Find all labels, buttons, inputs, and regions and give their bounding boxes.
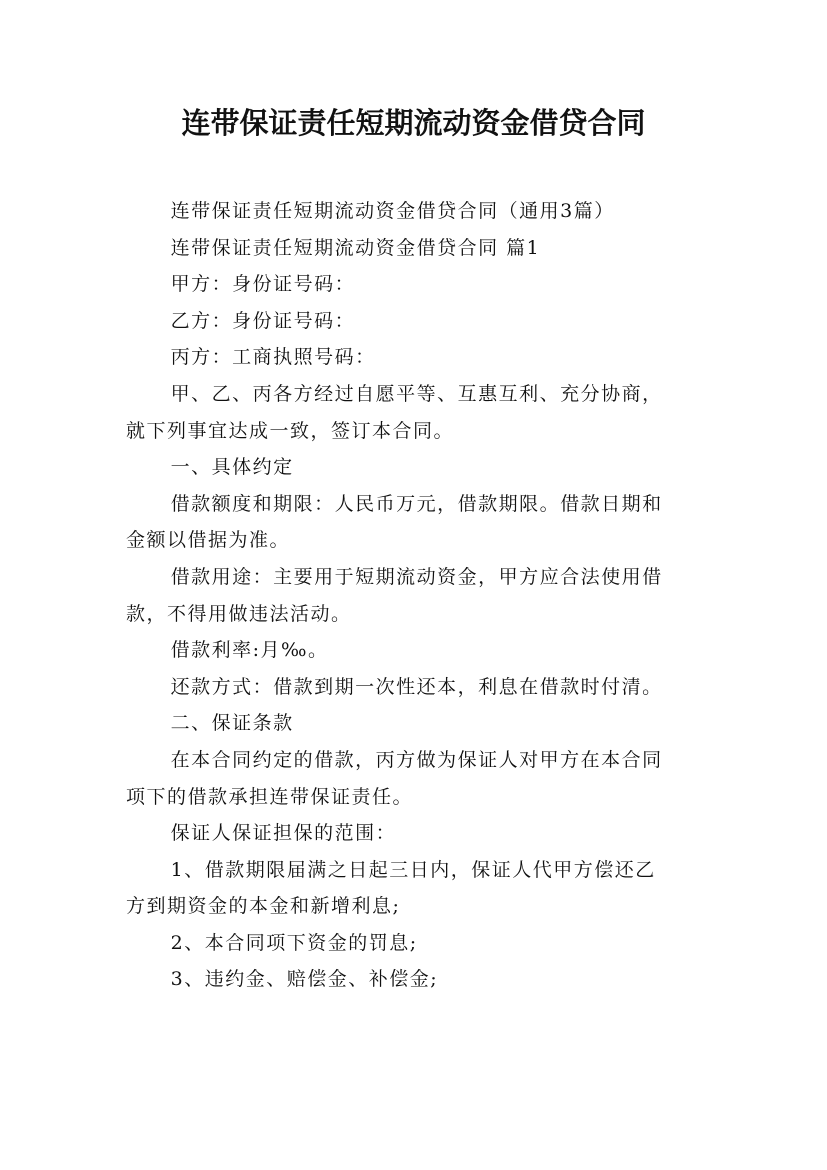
paragraph-loan-purpose: 借款用途：主要用于短期流动资金，甲方应合法使用借 款，不得用做违法活动。 (126, 565, 663, 625)
paragraph-agreement-intro: 甲、乙、丙各方经过自愿平等、互惠互利、充分协商， 就下列事宜达成一致，签订本合同。 (126, 382, 663, 442)
paragraph-interest-rate: 借款利率:月‰。 (170, 639, 329, 662)
list-item-2: 2、本合同项下资金的罚息; (170, 931, 418, 954)
paragraph-loan-amount-term: 借款额度和期限：人民币万元，借款期限。借款日期和 金额以借据为准。 (126, 492, 663, 552)
list-item-1: 1、借款期限届满之日起三日内，保证人代甲方偿还乙 方到期资金的本金和新增利息; (126, 858, 656, 918)
section-heading-guarantee-terms: 二、保证条款 (170, 712, 294, 735)
section-heading-specific-terms: 一、具体约定 (170, 456, 294, 479)
paragraph-party-a: 甲方：身份证号码： (170, 273, 356, 296)
list-item-3: 3、违约金、赔偿金、补偿金; (170, 968, 439, 991)
paragraph-guarantee-scope: 保证人保证担保的范围： (170, 822, 397, 845)
paragraph-heading-general: 连带保证责任短期流动资金借贷合同（通用3篇） (170, 200, 615, 222)
paragraph-joint-guarantee: 在本合同约定的借款，丙方做为保证人对甲方在本合同 项下的借款承担连带保证责任。 (126, 748, 663, 808)
paragraph-repayment-method: 还款方式：借款到期一次性还本，利息在借款时付清。 (170, 675, 663, 698)
document-body (126, 193, 716, 998)
paragraph-party-c: 丙方：工商执照号码： (170, 346, 376, 369)
paragraph-party-b: 乙方：身份证号码： (170, 309, 356, 332)
document-title: 连带保证责任短期流动资金借贷合同 (181, 106, 646, 140)
paragraph-heading-part1: 连带保证责任短期流动资金借贷合同 篇1 (170, 236, 541, 259)
